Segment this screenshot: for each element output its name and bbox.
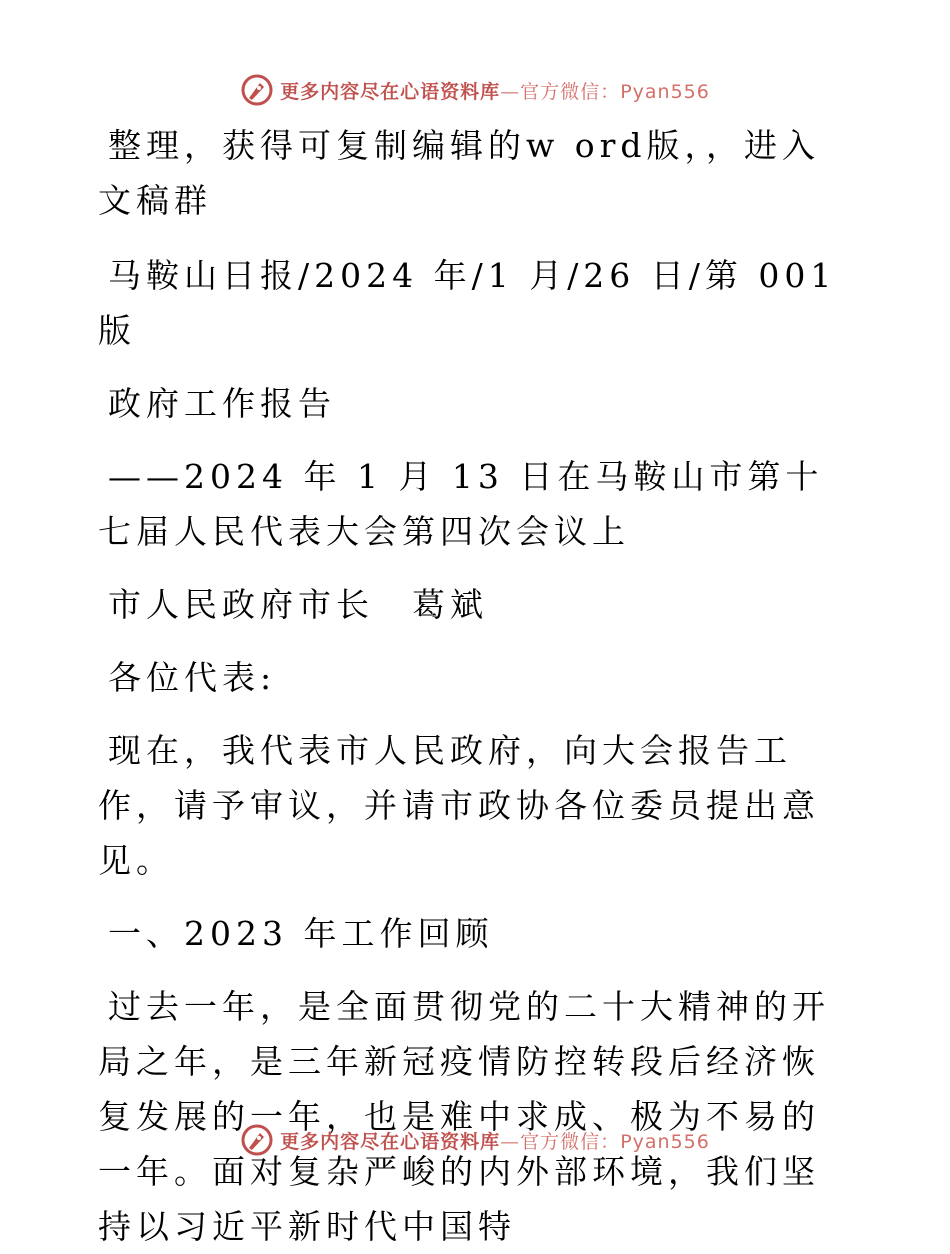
salutation: 各位代表: [108, 658, 277, 697]
intro-paragraph: 现在，我代表市人民政府，向大会报告工作，请予审议，并请市政协各位委员提出意见。 [98, 731, 820, 880]
section-heading: 一、2023 年工作回顾 [108, 914, 494, 953]
watermark-text: 更多内容尽在心语资料库—官方微信：Pyan556 [280, 1130, 710, 1153]
report-title: 政府工作报告 [108, 384, 336, 423]
note-paragraph: 整理，获得可复制编辑的w ord版，，进入文稿群 [98, 126, 821, 220]
document-body [98, 118, 838, 1254]
source-line: 马鞍山日报/2024 年/1 月/26 日/第 001 版 [98, 256, 837, 350]
header-watermark [0, 70, 950, 110]
report-author: 市人民政府市长 葛斌 [108, 585, 488, 624]
pen-nib-logo-icon [240, 73, 274, 107]
report-subtitle: ——2024 年 1 月 13 日在马鞍山市第十七届人民代表大会第四次会议上 [98, 457, 824, 551]
body-paragraph: 过去一年，是全面贯彻党的二十大精神的开局之年，是三年新冠疫情防控转段后经济恢复发展的一年，也是难中求成、极为不易的一年。面对复杂严峻的内外部环境，我们坚持以习近平新时代中国特 [98, 987, 830, 1246]
watermark-text: 更多内容尽在心语资料库—官方微信：Pyan556 [280, 80, 710, 103]
pen-nib-logo-icon [240, 1123, 274, 1157]
footer-watermark [0, 1120, 950, 1160]
